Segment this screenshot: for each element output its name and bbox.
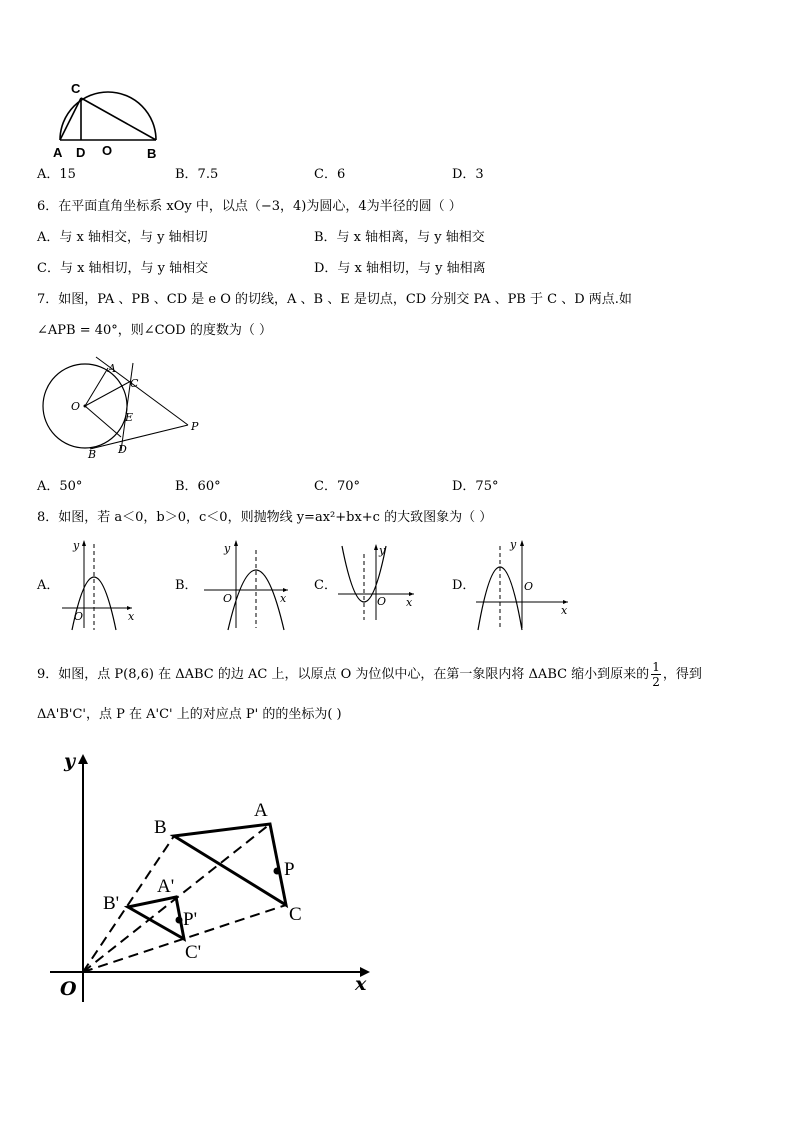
q8-a-x-label: x (128, 610, 135, 623)
q9-stem-line1 (37, 660, 702, 689)
q7-circle-tangent-figure (36, 355, 216, 465)
q9-fraction (651, 660, 661, 689)
q9-label-y: y (64, 750, 76, 772)
q9-stem-line2: ΔA'B'C'，点 P 在 A'C' 上的对应点 P' 的的坐标为( ) (37, 707, 342, 722)
q8-option-c-label: C． (314, 578, 337, 593)
q7-option-d: D．75° (452, 479, 499, 494)
q7-label-E: E (125, 411, 134, 424)
q8-c-y-label: y (379, 544, 386, 557)
q8-b-y-label: y (224, 542, 231, 555)
q8-b-origin: O (223, 592, 233, 605)
q9-fraction-denominator: 2 (652, 675, 660, 689)
q9-label-C: C (289, 904, 302, 925)
q6-option-b: B．与 x 轴相离，与 y 轴相交 (314, 230, 485, 245)
q8-option-d-label: D． (452, 578, 476, 593)
q5-label-A: A (53, 145, 63, 160)
q8-d-x-label: x (561, 604, 568, 617)
q8-option-b-label: B． (175, 578, 198, 593)
q9-label-x: x (355, 973, 367, 995)
q5-label-B: B (147, 146, 157, 161)
q8-d-origin: O (524, 580, 534, 593)
q5-option-b: B．7.5 (175, 167, 219, 182)
q8-a-y-label: y (73, 539, 80, 552)
q5-option-c: C．6 (314, 167, 346, 182)
q5-semicircle-figure (48, 78, 168, 164)
q6-option-d: D．与 x 轴相切，与 y 轴相离 (314, 261, 486, 276)
q9-homothety-figure (40, 745, 380, 1005)
q9-label-A: A (254, 800, 268, 821)
q8-b-x-label: x (280, 592, 287, 605)
q8-graph-b (200, 536, 292, 632)
q8-d-y-label: y (510, 538, 517, 551)
q9-label-O: O (60, 978, 77, 1000)
q5-label-C: C (71, 81, 81, 96)
q7-label-P: P (191, 420, 199, 433)
q8-graph-d (472, 536, 572, 632)
q8-graph-a (58, 536, 138, 632)
q7-label-A: A (108, 362, 116, 375)
q5-option-d: D．3 (452, 167, 484, 182)
q6-option-a: A．与 x 轴相交，与 y 轴相切 (37, 230, 208, 245)
q9-label-P-prime: P' (183, 909, 197, 930)
q9-fraction-numerator: 1 (652, 660, 660, 674)
q7-option-c: C．70° (314, 479, 360, 494)
q5-label-O: O (102, 143, 113, 158)
q7-stem-line2: ∠APB = 40°，则∠COD 的度数为（ ） (37, 323, 272, 338)
q8-c-x-label: x (406, 596, 413, 609)
q7-label-B: B (88, 448, 97, 461)
q9-label-A-prime: A' (157, 876, 175, 897)
q8-graph-c (334, 540, 420, 626)
q5-option-a: A．15 (37, 167, 76, 182)
q9-label-P: P (284, 859, 295, 880)
q8-stem: 8．如图，若 a＜0，b＞0，c＜0，则抛物线 y=ax²+bx+c 的大致图象为（ ） (37, 510, 493, 525)
q7-option-a: A．50° (37, 479, 83, 494)
q7-label-O: O (71, 400, 81, 413)
q8-a-origin: O (74, 610, 84, 623)
q9-label-B: B (154, 817, 167, 838)
q9-stem-text-b: ，得到 (662, 667, 702, 682)
q7-stem-line1: 7．如图，PA 、PB 、CD 是 e O 的切线，A 、B 、E 是切点，CD 分别交 PA 、PB 于 C 、D 两点.如 (37, 292, 632, 307)
q6-stem: 6．在平面直角坐标系 xOy 中，以点（−3，4)为圆心，4为半径的圆（ ） (37, 199, 462, 214)
q7-label-D: D (118, 443, 127, 456)
q9-label-C-prime: C' (185, 942, 202, 963)
q8-c-origin: O (377, 595, 387, 608)
q9-label-B-prime: B' (103, 893, 120, 914)
q7-label-C: C (130, 377, 139, 390)
q7-option-b: B．60° (175, 479, 221, 494)
q6-option-c: C．与 x 轴相切，与 y 轴相交 (37, 261, 209, 276)
q8-option-a-label: A． (37, 578, 60, 593)
q5-label-D: D (76, 145, 86, 160)
q9-stem-text-a: 9．如图，点 P(8,6) 在 ΔABC 的边 AC 上，以原点 O 为位似中心，在第一象限内将 ΔABC 缩小到原来的 (37, 667, 650, 682)
